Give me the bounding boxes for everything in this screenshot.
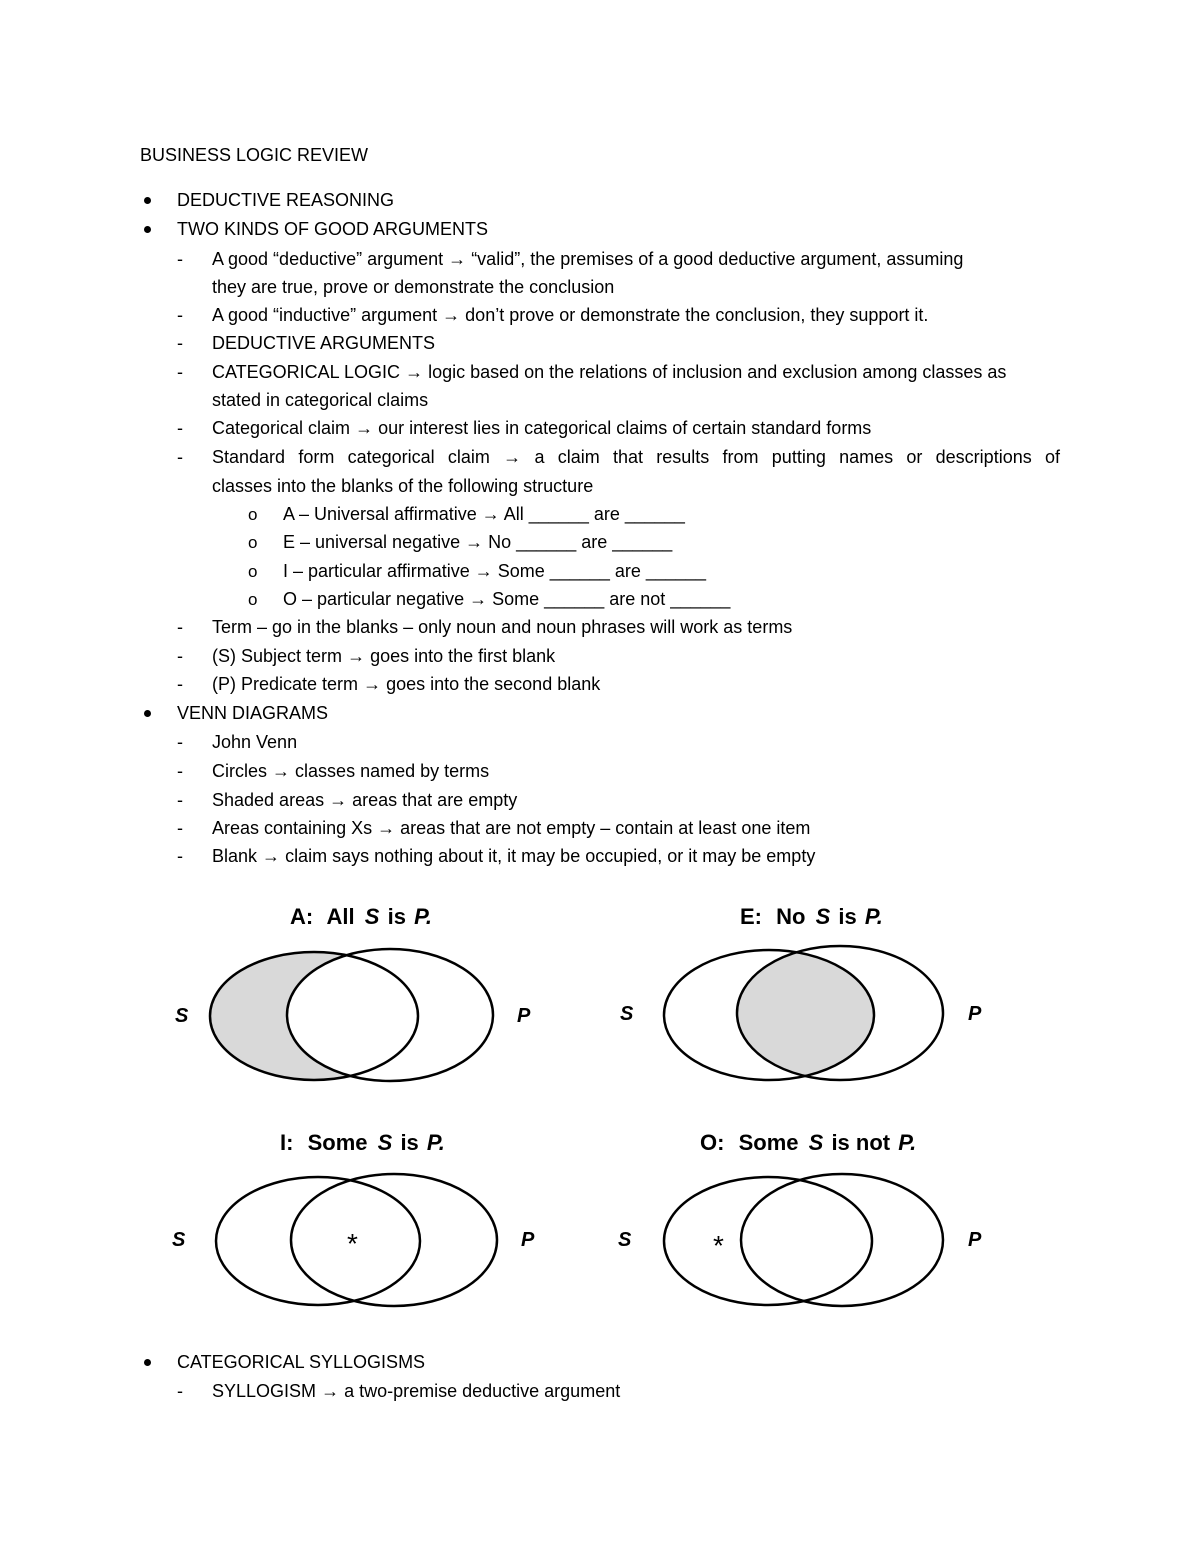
arrow-right-icon: →: [363, 674, 382, 694]
circle-bullet-icon: o: [248, 590, 258, 609]
dash-icon: -: [177, 846, 183, 866]
venn-o-s-label: S: [618, 1229, 632, 1251]
circle-bullet-icon: o: [248, 505, 258, 524]
arrow-right-icon: →: [321, 1381, 340, 1401]
list-item-categorical-logic-cont: stated in categorical claims: [212, 390, 429, 410]
list-item-categorical-logic: CATEGORICAL LOGIC → logic based on the relations of inclusion and exclusion among classes as: [212, 362, 1007, 382]
venn-a-title: A: All S is P.: [290, 904, 433, 929]
bullet-categorical-syllogisms: CATEGORICAL SYLLOGISMS: [177, 1352, 426, 1372]
dash-icon: -: [177, 790, 183, 810]
venn-i-s-label: S: [172, 1229, 186, 1251]
form-a: A – Universal affirmative → All ______ are ______: [283, 504, 685, 524]
dash-icon: -: [177, 646, 183, 666]
venn-o-title: O: Some S is not P.: [700, 1130, 917, 1155]
bullet-venn-diagrams: VENN DIAGRAMS: [177, 703, 329, 723]
list-item-predicate-term: (P) Predicate term → goes into the second blank: [212, 674, 601, 694]
dash-icon: -: [177, 333, 183, 353]
bullet-icon: [144, 710, 151, 717]
dash-icon: -: [177, 418, 183, 438]
arrow-right-icon: →: [377, 818, 396, 838]
list-item-deductive-cont: they are true, prove or demonstrate the conclusion: [212, 277, 615, 297]
list-item-categorical-claim: Categorical claim → our interest lies in categorical claims of certain standard forms: [212, 418, 872, 438]
list-item-subject-term: (S) Subject term → goes into the first blank: [212, 646, 556, 666]
dash-icon: -: [177, 362, 183, 382]
form-i: I – particular affirmative → Some ______ are ______: [283, 561, 706, 581]
arrow-right-icon: →: [347, 646, 366, 666]
dash-icon: -: [177, 761, 183, 781]
dash-icon: -: [177, 447, 183, 467]
venn-o-p-label: P: [968, 1229, 982, 1251]
arrow-right-icon: →: [448, 249, 467, 269]
bullet-deductive-reasoning: DEDUCTIVE REASONING: [177, 190, 395, 210]
bullet-two-kinds: TWO KINDS OF GOOD ARGUMENTS: [177, 219, 489, 239]
bullet-icon: [144, 226, 151, 233]
venn-e-title: E: No S is P.: [740, 904, 883, 929]
form-e: E – universal negative → No ______ are ______: [283, 532, 673, 552]
dash-icon: -: [177, 249, 183, 269]
list-item-deductive: A good “deductive” argument → “valid”, the premises of a good deductive argument, assuming: [212, 249, 964, 269]
dash-icon: -: [177, 617, 183, 637]
list-item-blank: Blank → claim says nothing about it, it may be occupied, or it may be empty: [212, 846, 816, 866]
list-item-circles: Circles → classes named by terms: [212, 761, 490, 781]
list-item-standard-form: Standard form categorical claim → a claim that results from putting names or descriptions of: [212, 447, 1060, 467]
bullet-icon: [144, 1359, 151, 1366]
venn-e-p-label: P: [968, 1003, 982, 1025]
venn-a-s-label: S: [175, 1005, 189, 1027]
dash-icon: -: [177, 674, 183, 694]
arrow-right-icon: →: [355, 418, 374, 438]
venn-i-star: *: [347, 1228, 358, 1259]
venn-i-circle-p: [291, 1174, 497, 1306]
form-o: O – particular negative → Some ______ are not ______: [283, 589, 731, 609]
arrow-right-icon: →: [469, 589, 488, 609]
list-item-shaded-areas: Shaded areas → areas that are empty: [212, 790, 518, 810]
circle-bullet-icon: o: [248, 533, 258, 552]
bullet-icon: [144, 197, 151, 204]
venn-diagram-i: [172, 1130, 535, 1306]
arrow-right-icon: →: [262, 846, 281, 866]
list-item-inductive: A good “inductive” argument → don’t prove or demonstrate the conclusion, they support it.: [212, 305, 929, 325]
arrow-right-icon: →: [329, 790, 348, 810]
arrow-right-icon: →: [465, 532, 484, 552]
venn-diagram-e: [620, 904, 982, 1080]
list-item-deductive-arguments: DEDUCTIVE ARGUMENTS: [212, 333, 436, 353]
dash-icon: -: [177, 818, 183, 838]
venn-e-s-label: S: [620, 1003, 634, 1025]
list-item-term: Term – go in the blanks – only noun and noun phrases will work as terms: [212, 617, 793, 637]
venn-o-star: *: [713, 1230, 724, 1261]
list-item-areas-xs: Areas containing Xs → areas that are not empty – contain at least one item: [212, 818, 811, 838]
venn-i-p-label: P: [521, 1229, 535, 1251]
dash-icon: -: [177, 305, 183, 325]
list-item-syllogism: SYLLOGISM → a two-premise deductive argument: [212, 1381, 621, 1401]
arrow-right-icon: →: [503, 447, 522, 467]
venn-i-title: I: Some S is P.: [280, 1130, 445, 1155]
list-item-john-venn: John Venn: [212, 732, 298, 752]
venn-a-p-label: P: [517, 1005, 531, 1027]
venn-diagram-o: [618, 1130, 982, 1306]
venn-diagram-a: [175, 904, 531, 1081]
arrow-right-icon: →: [481, 504, 500, 524]
dash-icon: -: [177, 732, 183, 752]
list-item-standard-form-cont: classes into the blanks of the following structure: [212, 476, 594, 496]
circle-bullet-icon: o: [248, 562, 258, 581]
venn-diagrams-figure: [0, 890, 1200, 1330]
page-title: BUSINESS LOGIC REVIEW: [140, 145, 369, 165]
arrow-right-icon: →: [474, 561, 493, 581]
dash-icon: -: [177, 1381, 183, 1401]
arrow-right-icon: →: [405, 362, 424, 382]
arrow-right-icon: →: [442, 305, 461, 325]
arrow-right-icon: →: [272, 761, 291, 781]
